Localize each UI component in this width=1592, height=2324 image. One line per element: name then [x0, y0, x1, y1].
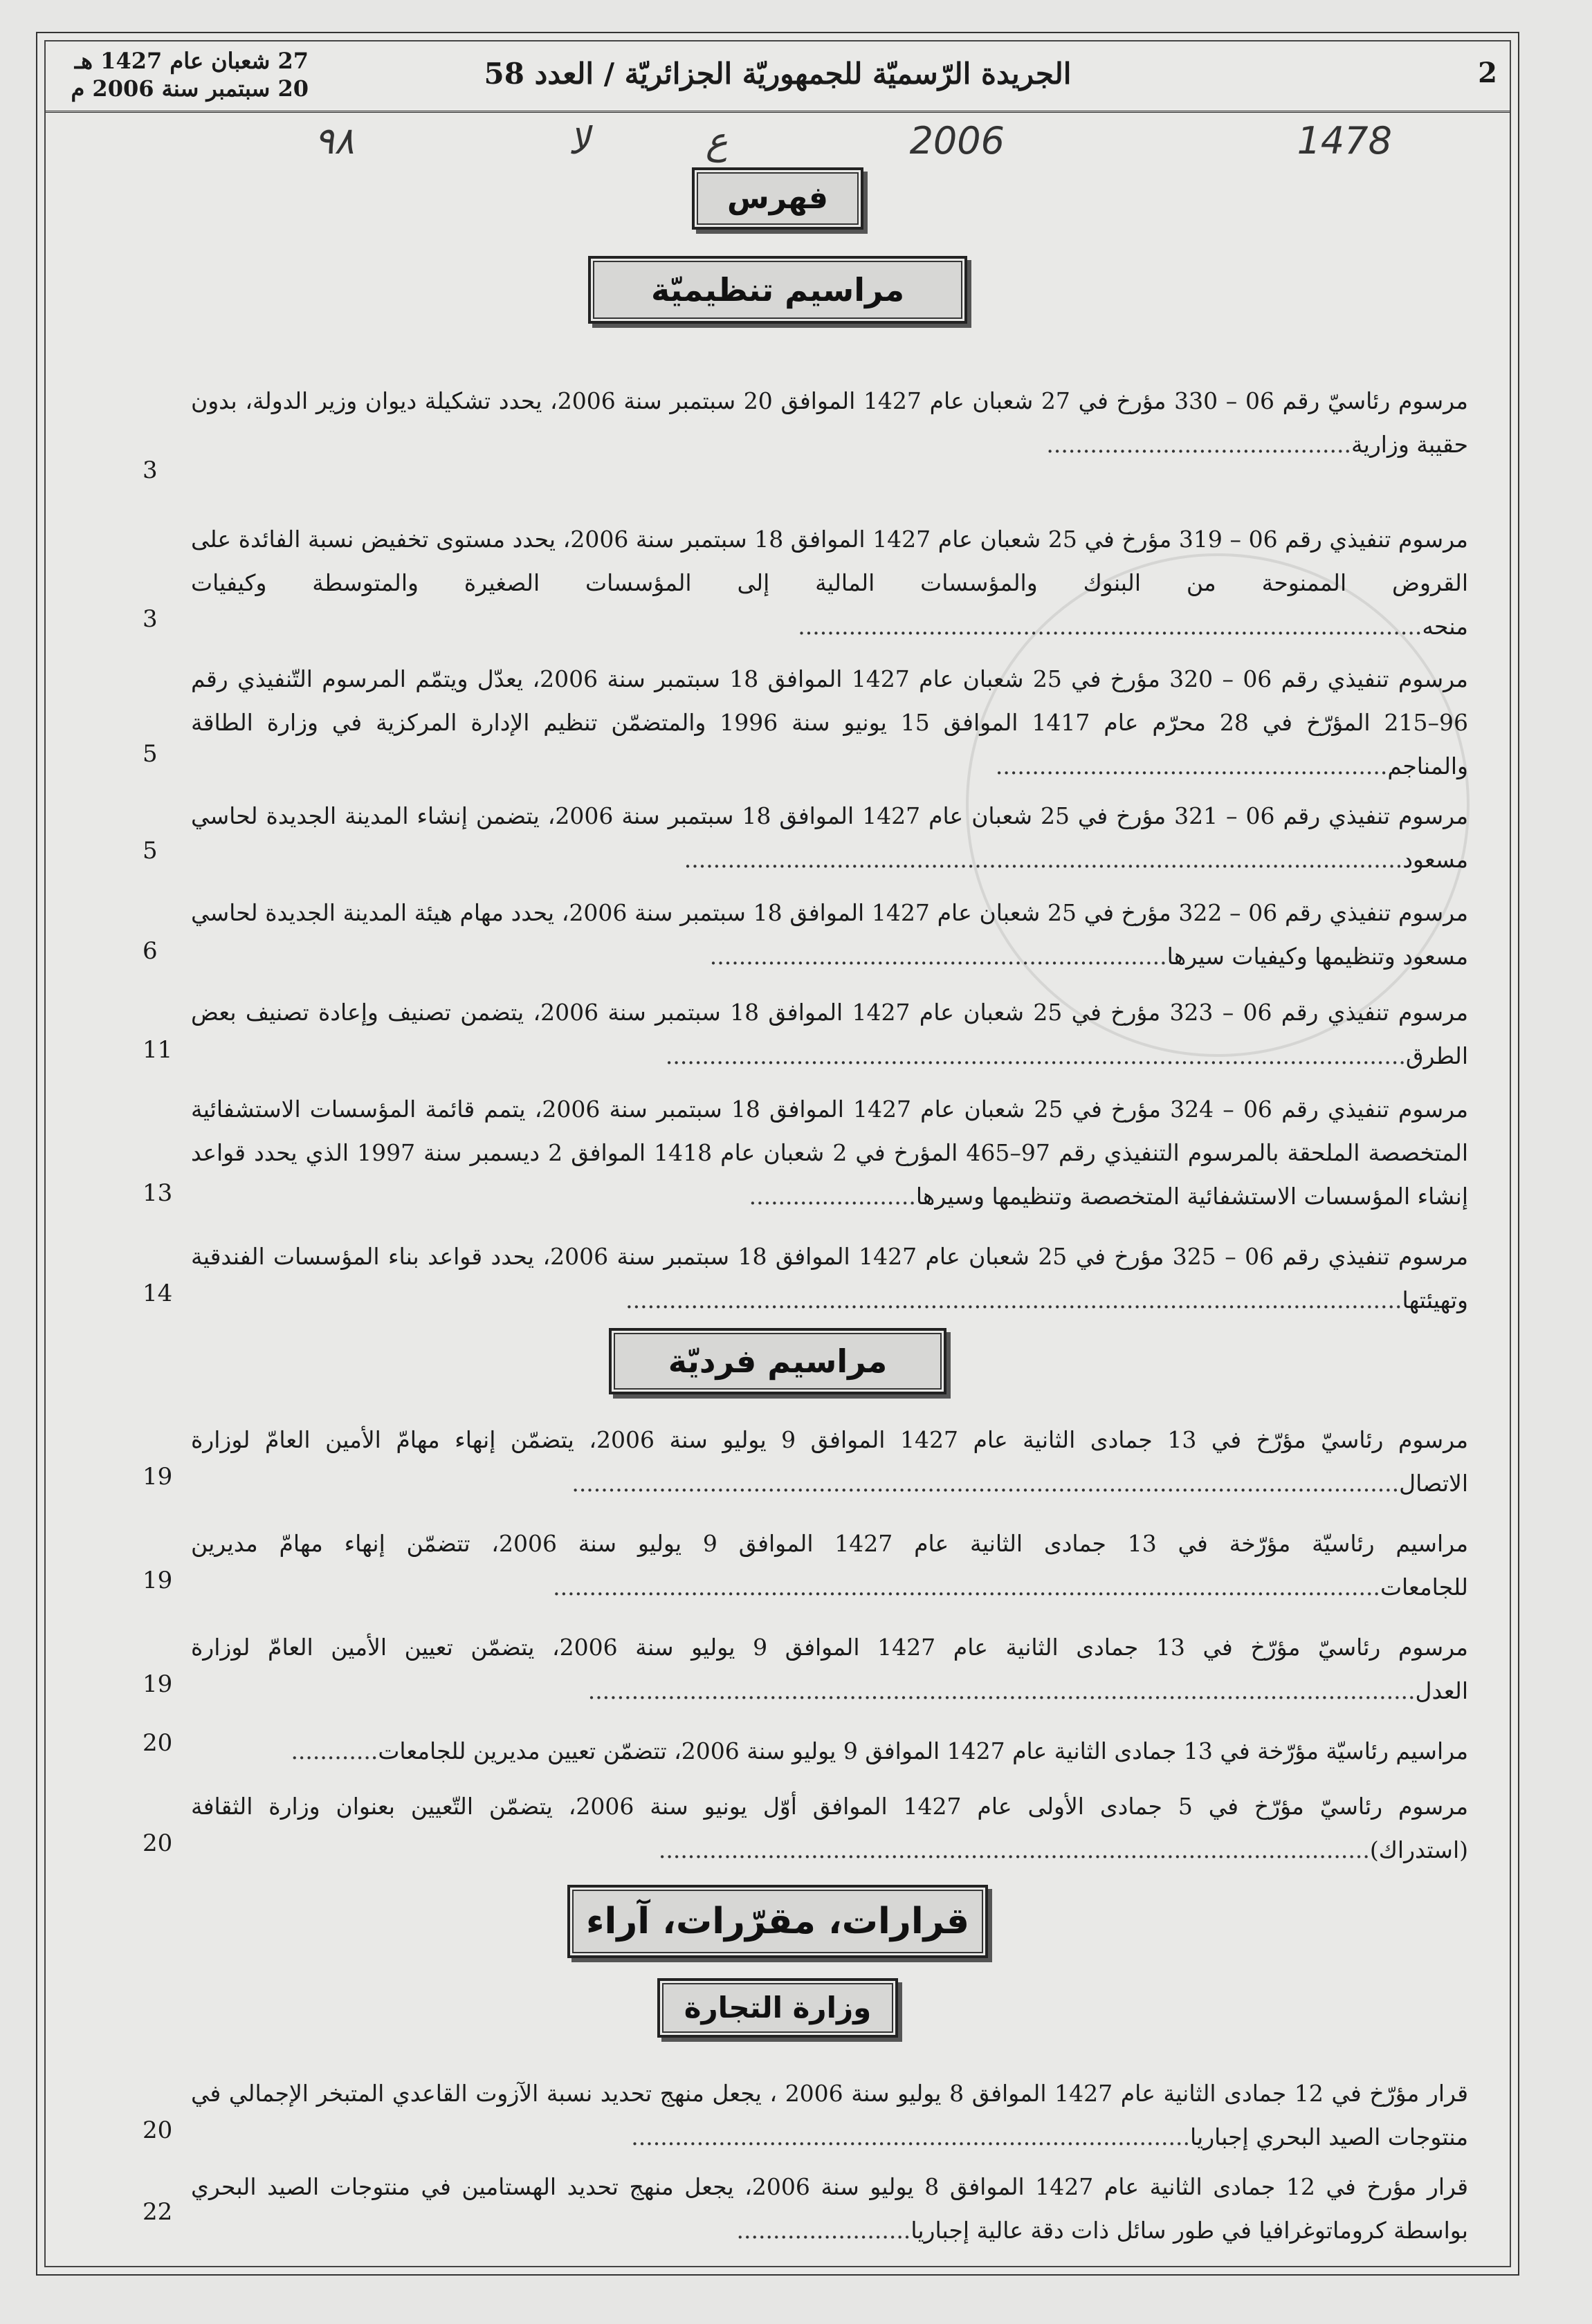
section-ministry-commerce: وزارة التجارة [657, 1978, 898, 2038]
section-regulatory-decrees: مراسيم تنظيميّة [588, 256, 967, 324]
toc-entry[interactable]: مرسوم رئاسيّ مؤرّخ في 13 جمادى الثانية عام 1427 الموافق 9 يوليو سنة 2006، يتضمّن تعيين الأمين العامّ لوزارة العدل.................................................................................................................. [191, 1634, 1468, 1704]
toc-entry-page: 13 [143, 1179, 173, 1207]
toc-entry[interactable]: مراسيم رئاسيّة مؤرّخة في 13 جمادى الثانية عام 1427 الموافق 9 يوليو سنة 2006، تتضمّن إنهاء مهامّ مديرين للجامعات.................................................................................................................. [191, 1530, 1469, 1601]
toc-entry-text: مرسوم تنفيذي رقم 06 – 319 مؤرخ في 25 شعبان عام 1427 الموافق 18 سبتمبر سنة 2006، يحدد مستوى تخفيض نسبة الفائدة على القروض الممنوحة من البنوك والمؤسسات المالية إلى المؤسسات الصغيرة والمتوسطة وكيفيات منحه [191, 526, 1468, 640]
toc-entry-page: 6 [143, 937, 158, 965]
toc-entry[interactable]: مرسوم تنفيذي رقم 06 – 322 مؤرخ في 25 شعبان عام 1427 الموافق 18 سبتمبر سنة 2006، يحدد مهام هيئة المدينة الجديدة لحاسي مسعود وتنظيمها وكيفيات سيرها............................................................... [191, 899, 1469, 970]
toc-entry-text: مرسوم تنفيذي رقم 06 – 321 مؤرخ في 25 شعبان عام 1427 الموافق 18 سبتمبر سنة 2006، يتضمن إنشاء المدينة الجديدة لحاسي مسعود [191, 802, 1468, 873]
toc-entry[interactable]: مرسوم تنفيذي رقم 06 – 321 مؤرخ في 25 شعبان عام 1427 الموافق 18 سبتمبر سنة 2006، يتضمن إنشاء المدينة الجديدة لحاسي مسعود................................................................................................... [191, 802, 1468, 873]
page-number: 2 [1478, 57, 1497, 89]
toc-entry-text: مرسوم رئاسيّ مؤرّخ في 5 جمادى الأولى عام 1427 الموافق أوّل يونيو سنة 2006، يتضمّن التّعيين بعنوان وزارة الثقافة (استدراك) [191, 1793, 1468, 1863]
toc-entry[interactable]: قرار مؤرخ في 12 جمادى الثانية عام 1427 الموافق 8 يوليو سنة 2006، يجعل منهج تحديد الهستامين في منتوجات الصيد البحري بواسطة كروماتوغرافيا في طور سائل ذات دقة عالية إجباريا........................ [191, 2173, 1468, 2244]
toc-entry-page: 5 [143, 740, 158, 768]
toc-entry-text: مرسوم تنفيذي رقم 06 – 324 مؤرخ في 25 شعبان عام 1427 الموافق 18 سبتمبر سنة 2006، يتمم قائمة المؤسسات الاستشفائية المتخصصة الملحقة بالمرسوم التنفيذي رقم 97–465 المؤرخ في 2 شعبان عام 1418 الموافق 2 ديسمبر سنة 1997 الذي يحدد قواعد إنشاء المؤسسات الاستشفائية المتخصصة وتنظيمها وسيرها [191, 1096, 1469, 1210]
page-inner-frame [44, 40, 1511, 2267]
issue-date [60, 47, 309, 102]
toc-entry-page: 19 [143, 1463, 173, 1491]
toc-entry-text: مرسوم تنفيذي رقم 06 – 322 مؤرخ في 25 شعبان عام 1427 الموافق 18 سبتمبر سنة 2006، يحدد مهام هيئة المدينة الجديدة لحاسي مسعود وتنظيمها وكيفيات سيرها [191, 899, 1469, 970]
toc-entry[interactable]: مراسيم رئاسيّة مؤرّخة في 13 جمادى الثانية عام 1427 الموافق 9 يوليو سنة 2006، تتضمّن تعيين مديرين للجامعات............ [291, 1737, 1468, 1764]
toc-entry[interactable]: قرار مؤرّخ في 12 جمادى الثانية عام 1427 الموافق 8 يوليو سنة 2006 ، يجعل منهج تحديد نسبة الآزوت القاعدي المتبخر الإجمالي في منتوجات الصيد البحري إجباريا............................................................................. [191, 2080, 1468, 2150]
toc-entry-text: مراسيم رئاسيّة مؤرّخة في 13 جمادى الثانية عام 1427 الموافق 9 يوليو سنة 2006، تتضمّن إنهاء مهامّ مديرين للجامعات [191, 1530, 1469, 1601]
toc-entry-page: 20 [143, 1829, 173, 1857]
toc-entry-page: 20 [143, 1729, 173, 1757]
toc-entry[interactable]: مرسوم تنفيذي رقم 06 – 324 مؤرخ في 25 شعبان عام 1427 الموافق 18 سبتمبر سنة 2006، يتمم قائمة المؤسسات الاستشفائية المتخصصة الملحقة بالمرسوم التنفيذي رقم 97–465 المؤرخ في 2 شعبان عام 1418 الموافق 2 ديسمبر سنة 1997 الذي يحدد قواعد إنشاء المؤسسات الاستشفائية المتخصصة وتنظيمها وسيرها....................... [191, 1096, 1469, 1210]
toc-entry-text: قرار مؤرّخ في 12 جمادى الثانية عام 1427 الموافق 8 يوليو سنة 2006 ، يجعل منهج تحديد نسبة الآزوت القاعدي المتبخر الإجمالي في منتوجات الصيد البحري إجباريا [191, 2080, 1468, 2150]
page-header [46, 42, 1510, 113]
toc-entry-page: 3 [143, 605, 158, 633]
handwritten-number-2: ٩٨ [313, 119, 354, 163]
handwritten-letter: ع [705, 119, 728, 163]
toc-entry-text: مرسوم تنفيذي رقم 06 – 320 مؤرخ في 25 شعبان عام 1427 الموافق 18 سبتمبر سنة 2006، يعدّل ويتمّم المرسوم التّنفيذي رقم 96–215 المؤرّخ في 28 محرّم عام 1417 الموافق 15 يونيو سنة 1996 والمتضمّن تنظيم الإدارة المركزية في وزارة الطاقة والمناجم [191, 665, 1468, 780]
gregorian-date: 20 سبتمبر سنة 2006 م [71, 75, 309, 102]
toc-entry-text: مرسوم رئاسيّ رقم 06 – 330 مؤرخ في 27 شعبان عام 1427 الموافق 20 سبتمبر سنة 2006، يحدد تشكيلة ديوان وزير الدولة، بدون حقيبة وزارية [191, 387, 1468, 458]
toc-entry[interactable]: مرسوم تنفيذي رقم 06 – 319 مؤرخ في 25 شعبان عام 1427 الموافق 18 سبتمبر سنة 2006، يحدد مستوى تخفيض نسبة الفائدة على القروض الممنوحة من البنوك والمؤسسات المالية إلى المؤسسات الصغيرة والمتوسطة وكيفيات منحه...................................................................................... [191, 526, 1468, 640]
gazette-title: الجريدة الرّسميّة للجمهوريّة الجزائريّة / العدد 58 [484, 57, 1072, 91]
handwritten-mark: لا [568, 119, 589, 163]
toc-entry[interactable]: مرسوم رئاسيّ مؤرّخ في 5 جمادى الأولى عام 1427 الموافق أوّل يونيو سنة 2006، يتضمّن التّعيين بعنوان وزارة الثقافة (استدراك).................................................................................................. [191, 1793, 1468, 1863]
section-individual-decrees: مراسيم فرديّة [609, 1328, 946, 1394]
toc-entry-page: 20 [143, 2116, 173, 2144]
toc-entry-text: مرسوم رئاسيّ مؤرّخ في 13 جمادى الثانية عام 1427 الموافق 9 يوليو سنة 2006، يتضمّن إنهاء مهامّ الأمين العامّ لوزارة الاتصال [191, 1426, 1468, 1497]
toc-entry-page: 5 [143, 837, 158, 865]
toc-entry[interactable]: مرسوم تنفيذي رقم 06 – 323 مؤرخ في 25 شعبان عام 1427 الموافق 18 سبتمبر سنة 2006، يتضمن تصنيف وإعادة تصنيف بعض الطرق...................................................................................................... [191, 999, 1468, 1069]
toc-entry[interactable]: مرسوم تنفيذي رقم 06 – 325 مؤرخ في 25 شعبان عام 1427 الموافق 18 سبتمبر سنة 2006، يحدد قواعد بناء المؤسسات الفندقية وتهيئتها........................................................................................................... [191, 1243, 1468, 1313]
section-decisions: قرارات، مقرّرات، آراء [567, 1885, 988, 1958]
toc-entry[interactable]: مرسوم رئاسيّ رقم 06 – 330 مؤرخ في 27 شعبان عام 1427 الموافق 20 سبتمبر سنة 2006، يحدد تشكيلة ديوان وزير الدولة، بدون حقيبة وزارية.......................................... [191, 387, 1468, 458]
handwritten-notes [46, 119, 1510, 174]
toc-entry-text: مرسوم تنفيذي رقم 06 – 323 مؤرخ في 25 شعبان عام 1427 الموافق 18 سبتمبر سنة 2006، يتضمن تصنيف وإعادة تصنيف بعض الطرق [191, 999, 1468, 1069]
handwritten-year: 2006 [909, 119, 1005, 163]
toc-entry[interactable]: مرسوم تنفيذي رقم 06 – 320 مؤرخ في 25 شعبان عام 1427 الموافق 18 سبتمبر سنة 2006، يعدّل ويتمّم المرسوم التّنفيذي رقم 96–215 المؤرّخ في 28 محرّم عام 1417 الموافق 15 يونيو سنة 1996 والمتضمّن تنظيم الإدارة المركزية في وزارة الطاقة والمناجم...................................................... [191, 665, 1468, 780]
toc-entry-page: 19 [143, 1567, 173, 1594]
toc-entry-text: مراسيم رئاسيّة مؤرّخة في 13 جمادى الثانية عام 1427 الموافق 9 يوليو سنة 2006، تتضمّن تعيين مديرين للجامعات [378, 1737, 1468, 1764]
toc-entry-page: 14 [143, 1280, 173, 1307]
toc-entry-page: 3 [143, 456, 158, 484]
toc-entry-text: قرار مؤرخ في 12 جمادى الثانية عام 1427 الموافق 8 يوليو سنة 2006، يجعل منهج تحديد الهستامين في منتوجات الصيد البحري بواسطة كروماتوغرافيا في طور سائل ذات دقة عالية إجباريا [191, 2173, 1468, 2244]
toc-entry-text: مرسوم رئاسيّ مؤرّخ في 13 جمادى الثانية عام 1427 الموافق 9 يوليو سنة 2006، يتضمّن تعيين الأمين العامّ لوزارة العدل [191, 1634, 1468, 1704]
hijri-date: 27 شعبان عام 1427 هـ [74, 48, 309, 74]
toc-entry-page: 11 [143, 1036, 173, 1064]
toc-entry-page: 19 [143, 1670, 173, 1698]
toc-title: فهرس [692, 167, 863, 230]
handwritten-number-1: 1478 [1297, 119, 1392, 163]
toc-entry-page: 22 [143, 2198, 173, 2226]
toc-entry[interactable]: مرسوم رئاسيّ مؤرّخ في 13 جمادى الثانية عام 1427 الموافق 9 يوليو سنة 2006، يتضمّن إنهاء مهامّ الأمين العامّ لوزارة الاتصال.................................................................................................................. [191, 1426, 1468, 1497]
toc-entry-text: مرسوم تنفيذي رقم 06 – 325 مؤرخ في 25 شعبان عام 1427 الموافق 18 سبتمبر سنة 2006، يحدد قواعد بناء المؤسسات الفندقية وتهيئتها [191, 1243, 1468, 1313]
page-frame [36, 32, 1519, 2276]
